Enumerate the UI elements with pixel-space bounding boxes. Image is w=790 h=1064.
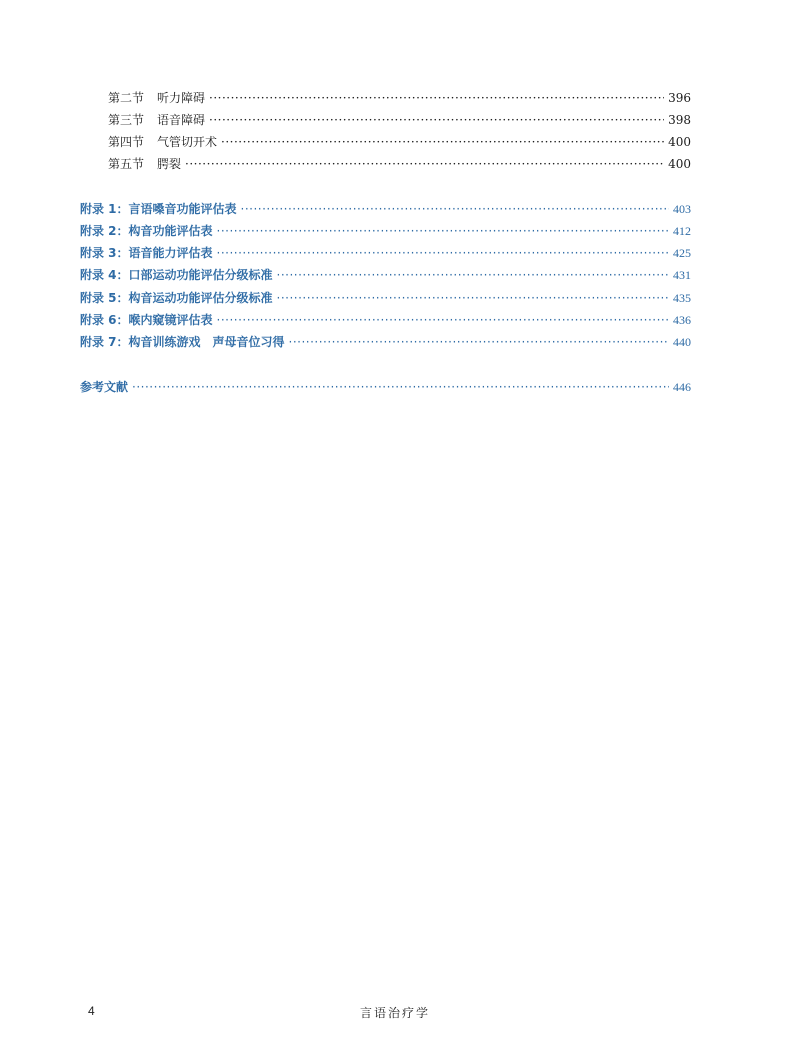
toc-entry-references[interactable] xyxy=(80,378,691,398)
toc-entry-section[interactable] xyxy=(108,89,691,109)
dot-leader xyxy=(277,291,669,305)
appendix-title: 附录 7：构音训练游戏 声母音位习得 xyxy=(80,335,285,349)
page-number: 400 xyxy=(668,135,691,149)
page-number: 412 xyxy=(673,224,691,238)
dot-leader xyxy=(217,313,669,327)
toc-entry-appendix[interactable] xyxy=(80,200,691,220)
toc-entry-appendix[interactable] xyxy=(80,266,691,286)
appendix-title: 附录 3：语音能力评估表 xyxy=(80,246,213,260)
page-number: 403 xyxy=(673,202,691,216)
page-number: 446 xyxy=(673,380,691,394)
page-number: 400 xyxy=(668,157,691,171)
toc-entry-section[interactable] xyxy=(108,111,691,131)
section-title: 腭裂 xyxy=(157,157,182,171)
dot-leader xyxy=(221,135,664,149)
page-number: 431 xyxy=(673,268,691,282)
dot-leader xyxy=(277,268,669,282)
toc-entry-appendix[interactable] xyxy=(80,311,691,331)
appendix-title: 附录 2：构音功能评估表 xyxy=(80,224,213,238)
toc-entry-appendix[interactable] xyxy=(80,222,691,242)
appendix-title: 附录 1：言语嗓音功能评估表 xyxy=(80,202,237,216)
toc-entry-section[interactable] xyxy=(108,133,691,153)
dot-leader xyxy=(209,91,664,105)
page-number: 440 xyxy=(673,335,691,349)
dot-leader xyxy=(217,224,669,238)
dot-leader xyxy=(241,202,669,216)
footer-book-title: 言语治疗学 xyxy=(359,1006,430,1020)
section-number: 第二节 xyxy=(108,91,145,105)
page-number: 398 xyxy=(668,113,691,127)
appendix-title: 附录 6：喉内窥镜评估表 xyxy=(80,313,213,327)
section-number: 第五节 xyxy=(108,157,145,171)
appendix-title: 附录 4：口部运动功能评估分级标准 xyxy=(80,268,273,282)
toc-entry-appendix[interactable] xyxy=(80,244,691,264)
toc-entry-section[interactable] xyxy=(108,155,691,175)
page-number: 396 xyxy=(668,91,691,105)
dot-leader xyxy=(217,246,669,260)
dot-leader xyxy=(132,380,669,394)
toc-entry-appendix[interactable] xyxy=(80,333,691,353)
toc-entry-appendix[interactable] xyxy=(80,289,691,309)
section-title: 听力障碍 xyxy=(157,91,206,105)
section-number: 第三节 xyxy=(108,113,145,127)
dot-leader xyxy=(289,335,669,349)
references-title: 参考文献 xyxy=(80,380,129,394)
section-number: 第四节 xyxy=(108,135,145,149)
dot-leader xyxy=(209,113,664,127)
page-number: 435 xyxy=(673,291,691,305)
section-title: 语音障碍 xyxy=(157,113,206,127)
page-number: 436 xyxy=(673,313,691,327)
dot-leader xyxy=(185,157,664,171)
footer-page-number: 4 xyxy=(88,1004,95,1018)
section-title: 气管切开术 xyxy=(157,135,218,149)
page-number: 425 xyxy=(673,246,691,260)
appendix-title: 附录 5：构音运动功能评估分级标准 xyxy=(80,291,273,305)
